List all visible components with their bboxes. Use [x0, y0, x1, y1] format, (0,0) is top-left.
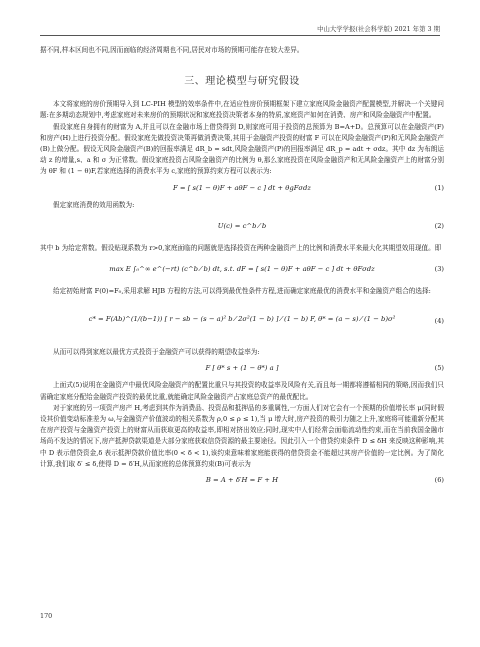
equation-5-number: (5) [434, 364, 444, 373]
equation-4-expr: c* = F(Ab)^(1/(b−1)) [ r − sb − (s − a)² b ⁄ 2σ²(1 − b) ] ⁄ (1 − b) F, θ* = (a − s) ⁄ (1 − b)σ² [88, 315, 396, 324]
equation-4 [40, 301, 444, 343]
equation-2 [40, 215, 444, 239]
paragraph-2: 假设家庭自身拥有的财富为 A,并且可以在金融市场上借贷得到 D,则家庭可用于投资的总预算为 B=A+D。总预算可以在金融资产(F)和房产(H)上进行投资分配。假设家庭先做投资决策再做消费决策,其用于金融资产投资的财富 F 可以在风险金融资产(P)和无风险金融资产(B)上做分配。假设无风险金融资产(B)的回报率满足 dR_b = sdt,风险金融资产(P)的回报率满足 dR_p = adt + σdz。其中 dz 为布朗运动 z 的增量,s、a 和 σ 为正常数。假设家庭投资占风险金融资产的比例为 θ,那么家庭投资在风险金融资产和无风险金融资产上的财富分别为 θF 和 (1 − θ)F,若家庭选择的消费水平为 c,家庭的预算约束方程可以表示为: [40, 122, 444, 176]
article-body [40, 45, 444, 492]
running-head: 中山大学学报(社会科学版) 2021 年第 3 期 [40, 24, 440, 36]
equation-5-expr: F [ θ* s + (1 − θ*) a ] [205, 364, 279, 373]
paragraph-5: 给定初始财富 F(0)=F₀,采用求解 HJB 方程的方法,可以得到最优性条件方程,进而确定家庭最优的消费水平和金融资产组合的选择: [53, 287, 431, 296]
equation-2-expr: U(c) = c^b ⁄ b [217, 221, 267, 230]
equation-4-number: (4) [434, 317, 444, 326]
equation-3-expr: max E ∫₀^∞ e^(−rt) (c^b ⁄ b) dt, s.t. dF = [ s(1 − θ)F + aθF − c ] dt + θFσdz [109, 265, 375, 274]
equation-3 [40, 258, 444, 282]
paragraph-6: 从而可以得到家庭以最优方式投资于金融资产可以获得的期望收益率为: [53, 348, 260, 357]
paragraph-8: 对于家庭的另一项资产房产 H,考虑到其作为消费品、投资品和抵押品的多重属性,一方面人们对它会有一个预期的价值增长率 μ(同时假设其价值变动标准差为 ω,与金融资产价值波动的相关系数为 ρ,0 ≤ ρ ≤ 1),当 μ 增大时,房产投资的吸引力随之上升,家庭将可能重新分配其在房产投资与金融资产投资上的财富从而获取更高的收益率,即相对挤出效应;同时,现实中人们经常会面临流动性约束,而在当前我国金融市场尚不发达的情况下,房产抵押贷款渠道是大部分家庭获取信贷资源的最主要途径。因此引入一个借贷约束条件 D ≤ δH 来反映这种影响,其中 D 表示借贷资金,δ 表示抵押贷款价值比率(0 < δ < 1),该约束意味着家庭能获得的借贷资金不能超过其房产价值的一定比例。为了简化计算,我们取 δ′ ≤ δ,使得 D = δ′H,从而家庭的总体预算约束(B)可表示为 [40, 403, 444, 468]
paragraph-1: 本文将家庭的房价预期导入到 LC-PIH 模型的效率条件中,在适应性房价预期框架下建立家庭风险金融资产配置模型,并解决一个关键问题:在多期动态规划中,考虑家庭对未来房价的预期状况和家庭投资决策者本身的特质,家庭资产如何在消费、房产和风险金融资产中配置。 [40, 100, 444, 120]
paragraph-3: 假定家庭消费的效用函数为: [53, 200, 135, 209]
equation-1 [40, 182, 444, 196]
equation-1-expr: F = [ s(1 − θ)F + aθF − c ] dt + θgFσdz [173, 183, 311, 192]
paragraph-4: 其中 b 为给定常数。假设贴现系数为 r>0,家庭面临的问题就是选择投资在两种金融资产上的比例和消费水平来最大化其期望效用现值。即 [40, 243, 442, 252]
equation-5 [40, 362, 444, 376]
equation-3-number: (3) [434, 265, 444, 274]
intro-line: 据不同,样本区间也不同,因而面临的经济周期也不同,居民对市场的预期可能存在较大差异。 [40, 46, 304, 54]
paragraph-7: 上面式(5)说明在金融资产中最优风险金融资产的配置比重只与其投资的收益率及风险有关,而且每一期都将遵循相同的策略,因而我们只需确定家庭分配给金融资产投资的最优比重,就能确定风险金融资产占家庭总资产的最优配比。 [40, 381, 444, 401]
equation-6 [40, 474, 444, 488]
equation-6-number: (6) [434, 476, 444, 485]
page-number: 170 [40, 612, 53, 620]
section-title: 三、理论模型与研究假设 [184, 76, 300, 88]
equation-1-number: (1) [434, 183, 444, 192]
equation-2-number: (2) [434, 221, 444, 230]
equation-6-expr: B = A + δ′H = F + H [205, 476, 279, 485]
